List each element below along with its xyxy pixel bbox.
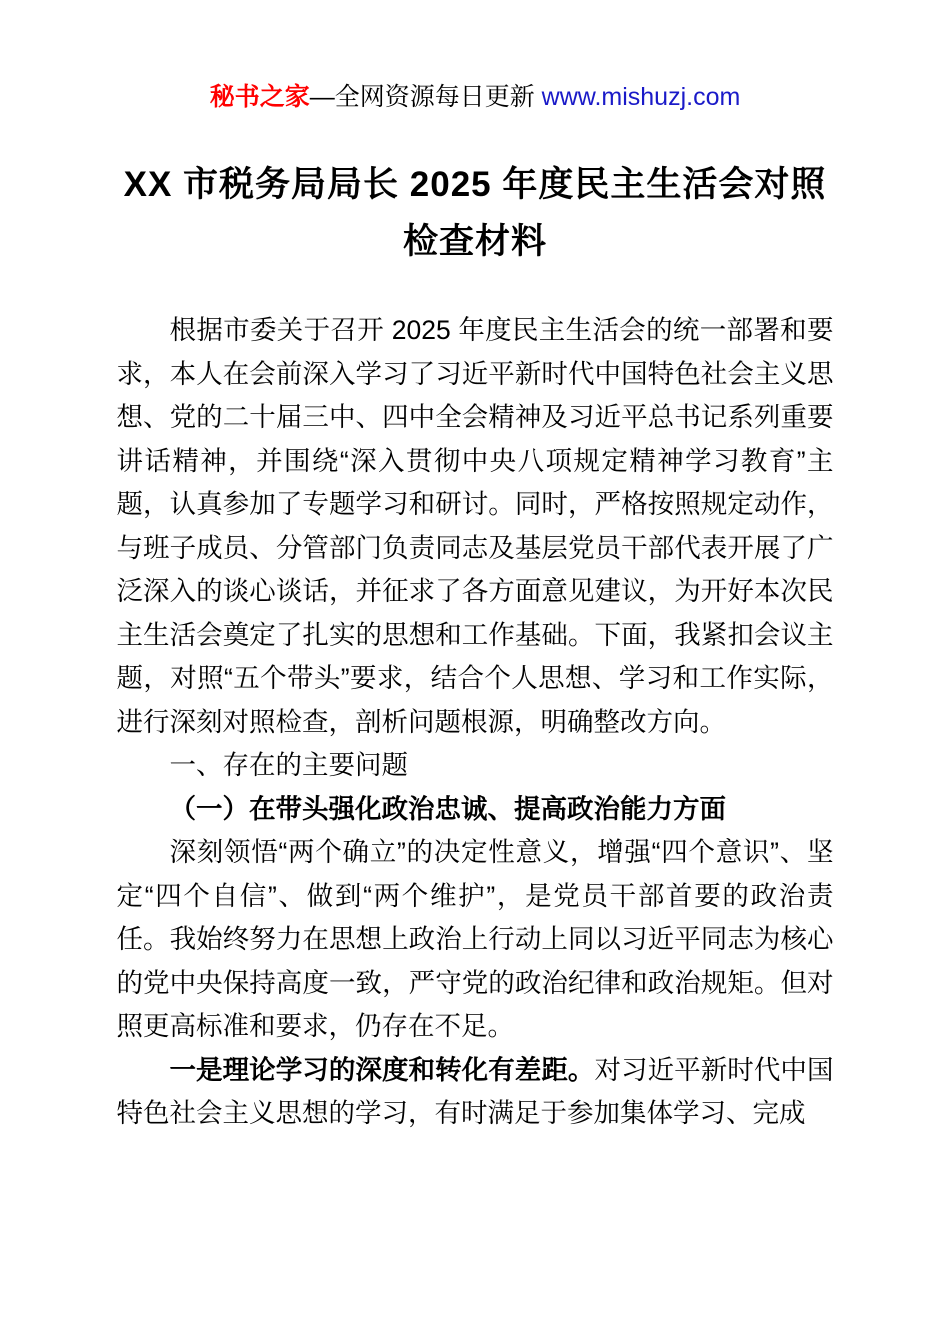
title-line-2: 检查材料 (402, 222, 547, 261)
paragraph (117, 309, 834, 744)
heading-level-1 (117, 744, 834, 788)
text-run: 深刻领悟“两个确立”的决定性意义，增强“四个意识”、坚定“四个自信”、做到“两个维护”，是党员干部首要的政治责任。我始终努力在思想上政治上行动上同以习近平同志为核心的党中央保持高度一致，严守党的政治纪律和政治规矩。但对照更高标准和要求，仍存在不足。 (116, 837, 834, 1041)
text-run: 根据市委关于召开 2025 年度民主生活会的统一部署和要求，本人在会前深入学习了习近平新时代中国特色社会主义思想、党的二十届三中、四中全会精神及习近平总书记系列重要讲话精神，并围绕“深入贯彻中央八项规定精神学习教育”主题，认真参加了专题学习和研讨。同时，严格按照规定动作，与班子成员、分管部门负责同志及基层党员干部代表开展了广泛深入的谈心谈话，并征求了各方面意见建议，为开好本次民主生活会奠定了扎实的思想和工作基础。下面，我紧扣会议主题，对照“五个带头”要求，结合个人思想、学习和工作实际，进行深刻对照检查，剖析问题根源，明确整改方向。 (116, 315, 834, 737)
text-run: 对习近平新时代中国特色社会主义思想的学习，有时满足于参加集体学习、完成 (116, 1054, 834, 1128)
site-header (117, 80, 834, 114)
site-brand: 秘书之家 (209, 83, 310, 111)
paragraph (117, 1049, 834, 1136)
text-run-bold: 一是理论学习的深度和转化有差距。 (169, 1054, 595, 1085)
site-header-tagline: —全网资源每日更新 (309, 83, 542, 111)
title-line-1: XX 市税务局局长 2025 年度民主生活会对照 (123, 165, 827, 204)
text-run: 一、存在的主要问题 (169, 750, 408, 780)
document-title (117, 156, 834, 270)
paragraph (117, 831, 834, 1049)
document-body (117, 309, 834, 1136)
document (117, 0, 834, 1136)
heading-level-2 (117, 788, 834, 832)
site-url-link[interactable]: www.mishuzj.com (541, 83, 741, 111)
text-run-bold: （一）在带头强化政治忠诚、提高政治能力方面 (169, 793, 726, 824)
